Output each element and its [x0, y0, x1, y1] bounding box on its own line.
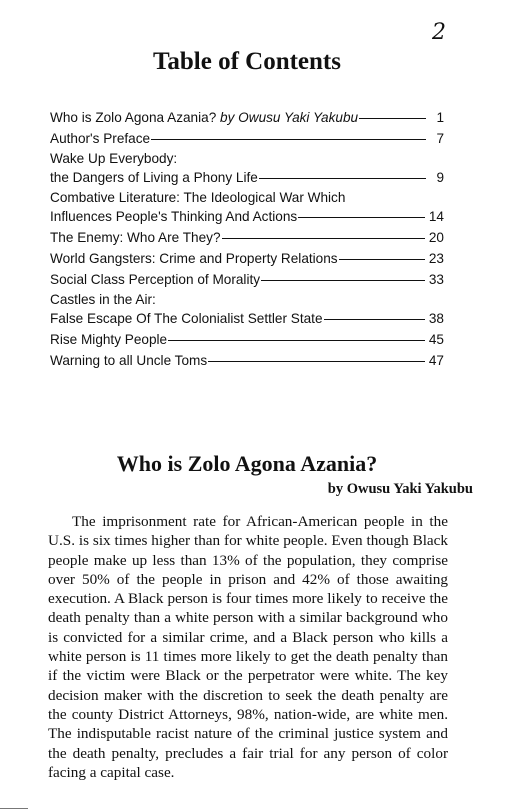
toc-row [50, 129, 444, 148]
toc-leader-line [359, 118, 426, 119]
toc-row [50, 249, 444, 268]
bottom-rule [0, 808, 28, 809]
toc-entry [50, 249, 444, 268]
page-number: 2 [432, 20, 446, 45]
toc-entry-page: 9 [436, 170, 444, 185]
toc-leader-line [324, 319, 425, 320]
toc-leader-line [151, 139, 426, 140]
toc-entry-heading: Castles in the Air: [50, 292, 156, 307]
toc-entry-title: Who is Zolo Agona Azania? by Owusu Yaki Yakubu [50, 110, 359, 125]
toc-entry-title: the Dangers of Living a Phony Life [50, 170, 258, 185]
toc-entry [50, 330, 444, 349]
toc-leader-line [208, 361, 425, 362]
body-paragraph: The imprisonment rate for African-American people in the U.S. is six times higher than for white people. Even though Black people make up less than 13% of the population, they comprise over 50% of the people in prison and 42% of those awaiting execution. A Black person is four times more likely to receive the death penalty than a white person with a similar background who is convicted for a similar crime, and a Black person who kills a white person is 11 times more likely to get the death penalty than if the victim were Black or the perpetrator were white. The key decision maker with the discretion to seek the death penalty are the county District Attorneys, 98%, nation-wide, are white men. The indisputable racist nature of the criminal justice system and the death penalty, precludes a fair trial for any person of color facing a capital case. [48, 513, 448, 781]
toc-entry-page: 1 [436, 110, 444, 125]
toc-entry-author: by Owusu Yaki Yakubu [220, 110, 359, 125]
toc-row [50, 108, 444, 127]
toc-entry [50, 150, 444, 187]
toc-entry [50, 291, 444, 328]
toc-leader-line [259, 178, 426, 179]
toc-entry-title: Author's Preface [50, 131, 151, 146]
toc-leader-line [298, 217, 425, 218]
section-title: Who is Zolo Agona Azania? [116, 451, 378, 476]
toc-entry-page: 7 [436, 131, 444, 146]
toc-row [50, 207, 444, 226]
toc-row [50, 168, 444, 187]
toc-title: Table of Contents [153, 48, 341, 75]
toc-entry-page: 20 [428, 230, 444, 245]
toc-entry-heading: Combative Literature: The Ideological War Which [50, 190, 346, 205]
toc-entry-page: 38 [428, 311, 444, 326]
section-byline: by Owusu Yaki Yakubu [327, 481, 473, 497]
toc-entry-title: World Gangsters: Crime and Property Relations [50, 251, 338, 266]
toc-entry [50, 351, 444, 370]
toc-entry-title: Influences People's Thinking And Actions [50, 209, 298, 224]
toc-entry-heading: Wake Up Everybody: [50, 151, 178, 166]
toc-row [50, 351, 444, 370]
toc-leader-line [261, 280, 425, 281]
toc-entry-title: Rise Mighty People [50, 332, 168, 347]
toc-entry-title: Warning to all Uncle Toms [50, 353, 208, 368]
toc-entry [50, 228, 444, 247]
toc-entry-title: False Escape Of The Colonialist Settler State [50, 311, 323, 326]
toc-entry [50, 189, 444, 226]
toc-leader-line [339, 259, 425, 260]
toc-row [50, 228, 444, 247]
toc-leader-line [168, 340, 425, 341]
toc-row [50, 270, 444, 289]
toc-entry-page: 47 [428, 353, 444, 368]
toc-entry [50, 108, 444, 127]
table-of-contents [50, 108, 444, 372]
toc-entry-page: 33 [428, 272, 444, 287]
toc-entry [50, 129, 444, 148]
toc-entry-page: 45 [428, 332, 444, 347]
toc-entry-title: The Enemy: Who Are They? [50, 230, 221, 245]
toc-leader-line [222, 238, 425, 239]
toc-entry-title: Social Class Perception of Morality [50, 272, 261, 287]
toc-entry-page: 14 [428, 209, 444, 224]
toc-row [50, 330, 444, 349]
toc-entry [50, 270, 444, 289]
toc-row [50, 309, 444, 328]
toc-entry-page: 23 [428, 251, 444, 266]
